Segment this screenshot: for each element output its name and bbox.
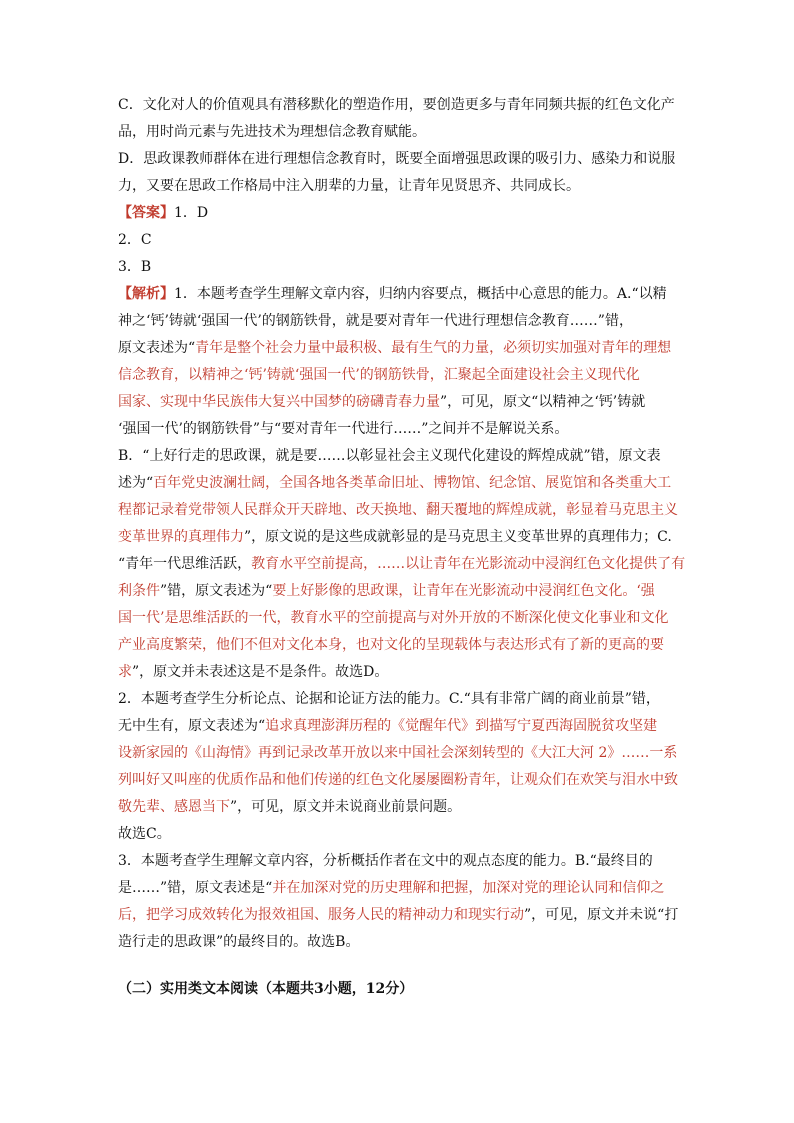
analysis-line: 列叫好又叫座的优质作品和他们传递的红色文化屡屡圈粉青年，让观众们在欢笑与泪水中致 [118,772,678,788]
analysis-line [118,902,688,929]
analysis-text: ”，原文说的是这些成就彰显的是马克思主义变革世界的真理伟力；C. [244,529,672,545]
analysis-line [118,875,688,902]
quoted-text: 要上好影像的思政课，让青年在光影流动中浸润红色文化。‘强 [272,583,655,599]
analysis-line: 程都记录着党带领人民群众开天辟地、改天换地、翻天覆地的辉煌成就，彰显着马克思主义 [118,502,678,518]
quoted-text: 敬先辈、感恩当下 [118,799,230,815]
spacer [118,956,688,976]
analysis-text: 是……”错，原文表述是“ [118,880,273,896]
analysis-tag: 【解析】 [118,286,174,302]
analysis-text: ”错，原文表述为“ [160,583,273,599]
analysis-line: 国一代’是思维活跃的一代，教育水平的空前提高与对外开放的不断深化使文化事业和文化 [118,610,669,626]
quoted-text: 并在加深对党的历史理解和把握，加深对党的理论认同和信仰之 [272,880,665,896]
quoted-text: 求 [118,664,132,680]
option-c-line-1: C．文化对人的价值观具有潜移默化的塑造作用，要创造更多与青年同频共振的红色文化产 [118,97,675,113]
analysis-line: 产业高度繁荣，他们不但对文化本身，也对文化的呈现载体与表达形式有了新的更高的要 [118,637,664,653]
analysis-text: ”，可见，原文并未说“打 [524,907,679,923]
answer-1: 1．D [174,205,209,221]
analysis-line: 3．本题考查学生理解文章内容，分析概括作者在文中的观点态度的能力。B.“最终目的 [118,853,653,869]
quoted-text: 百年党史波澜壮阔，全国各地各类革命旧址、博物馆、纪念馆、展览馆和各类重大工 [153,475,672,491]
answer-tag: 【答案】 [118,205,174,221]
analysis-line: ‘强国一代’的钢筋铁骨”与“要对青年一代进行……”之间并不是解说关系。 [118,421,569,437]
quoted-text: 追求真理澎湃历程的《觉醒年代》到描写宁夏西海固脱贫攻坚建 [265,718,658,734]
analysis-line: 2．本题考查学生分析论点、论据和论证方法的能力。C.“具有非常广阔的商业前景”错， [118,691,660,707]
analysis-line [118,281,688,308]
analysis-text: 原文表述为“ [118,340,196,356]
quoted-text: 教育水平空前提高，……以让青年在光影流动中浸润红色文化提供了有 [251,556,686,572]
analysis-line: B．“上好行走的思政课，就是要……以彰显社会主义现代化建设的辉煌成就”错，原文表 [118,448,661,464]
quoted-text: 国家、实现中华民族伟大复兴中国梦的磅礴青春力量 [118,394,440,410]
option-d-line-2: 力，又要在思政工作格局中注入朋辈的力量，让青年见贤思齐、共同成长。 [118,178,580,194]
analysis-line: 故选C。 [118,826,171,842]
quoted-text: 青年是整个社会力量中最积极、最有生气的力量，必须切实加强对青年的理想 [195,340,672,356]
analysis-text: 1．本题考查学生理解文章内容，归纳内容要点，概括中心意思的能力。A.“以精 [174,286,667,302]
analysis-line [118,524,688,551]
section-heading: （二）实用类文本阅读（本题共3小题，12分） [118,981,414,997]
analysis-text: ”，原文并未表述这是不是条件。故选D。 [132,664,389,680]
analysis-text: ”，可见，原文并未说商业前景问题。 [230,799,462,815]
analysis-line [118,389,688,416]
analysis-text: 述为“ [118,475,154,491]
analysis-line [118,335,688,362]
analysis-text: 无中生有，原文表述为“ [118,718,266,734]
analysis-line [118,794,688,821]
answer-line-1 [118,200,688,227]
analysis-line [118,713,688,740]
analysis-line [118,578,688,605]
analysis-line [118,659,688,686]
option-c-line-2: 品，用时尚元素与先进技术为理想信念教育赋能。 [118,124,426,140]
analysis-line: 造行走的思政课”的最终目的。故选B。 [118,934,360,950]
document-body [118,92,688,1003]
quoted-text: 利条件 [118,583,160,599]
analysis-line [118,470,688,497]
option-d-line-1: D．思政课教师群体在进行理想信念教育时，既要全面增强思政课的吸引力、感染力和说服 [118,151,676,167]
answer-2: 2．C [118,232,152,248]
analysis-line: 设新家园的《山海情》再到记录改革开放以来中国社会深刻转型的《大江大河 2》……一系 [118,745,678,761]
quoted-text: 后，把学习成效转化为报效祖国、服务人民的精神动力和现实行动 [118,907,524,923]
answer-3: 3．B [118,259,152,275]
quoted-text: 变革世界的真理伟力 [118,529,244,545]
analysis-line: 神之‘钙’铸就‘强国一代’的钢筋铁骨，就是要对青年一代进行理想信念教育……”错， [118,313,633,329]
analysis-line: 信念教育，以精神之‘钙’铸就‘强国一代’的钢筋铁骨，汇聚起全面建设社会主义现代化 [118,367,640,383]
analysis-text: ”，可见，原文“以精神之‘钙’铸就 [440,394,646,410]
analysis-text: “青年一代思维活跃， [118,556,252,572]
analysis-line [118,551,688,578]
